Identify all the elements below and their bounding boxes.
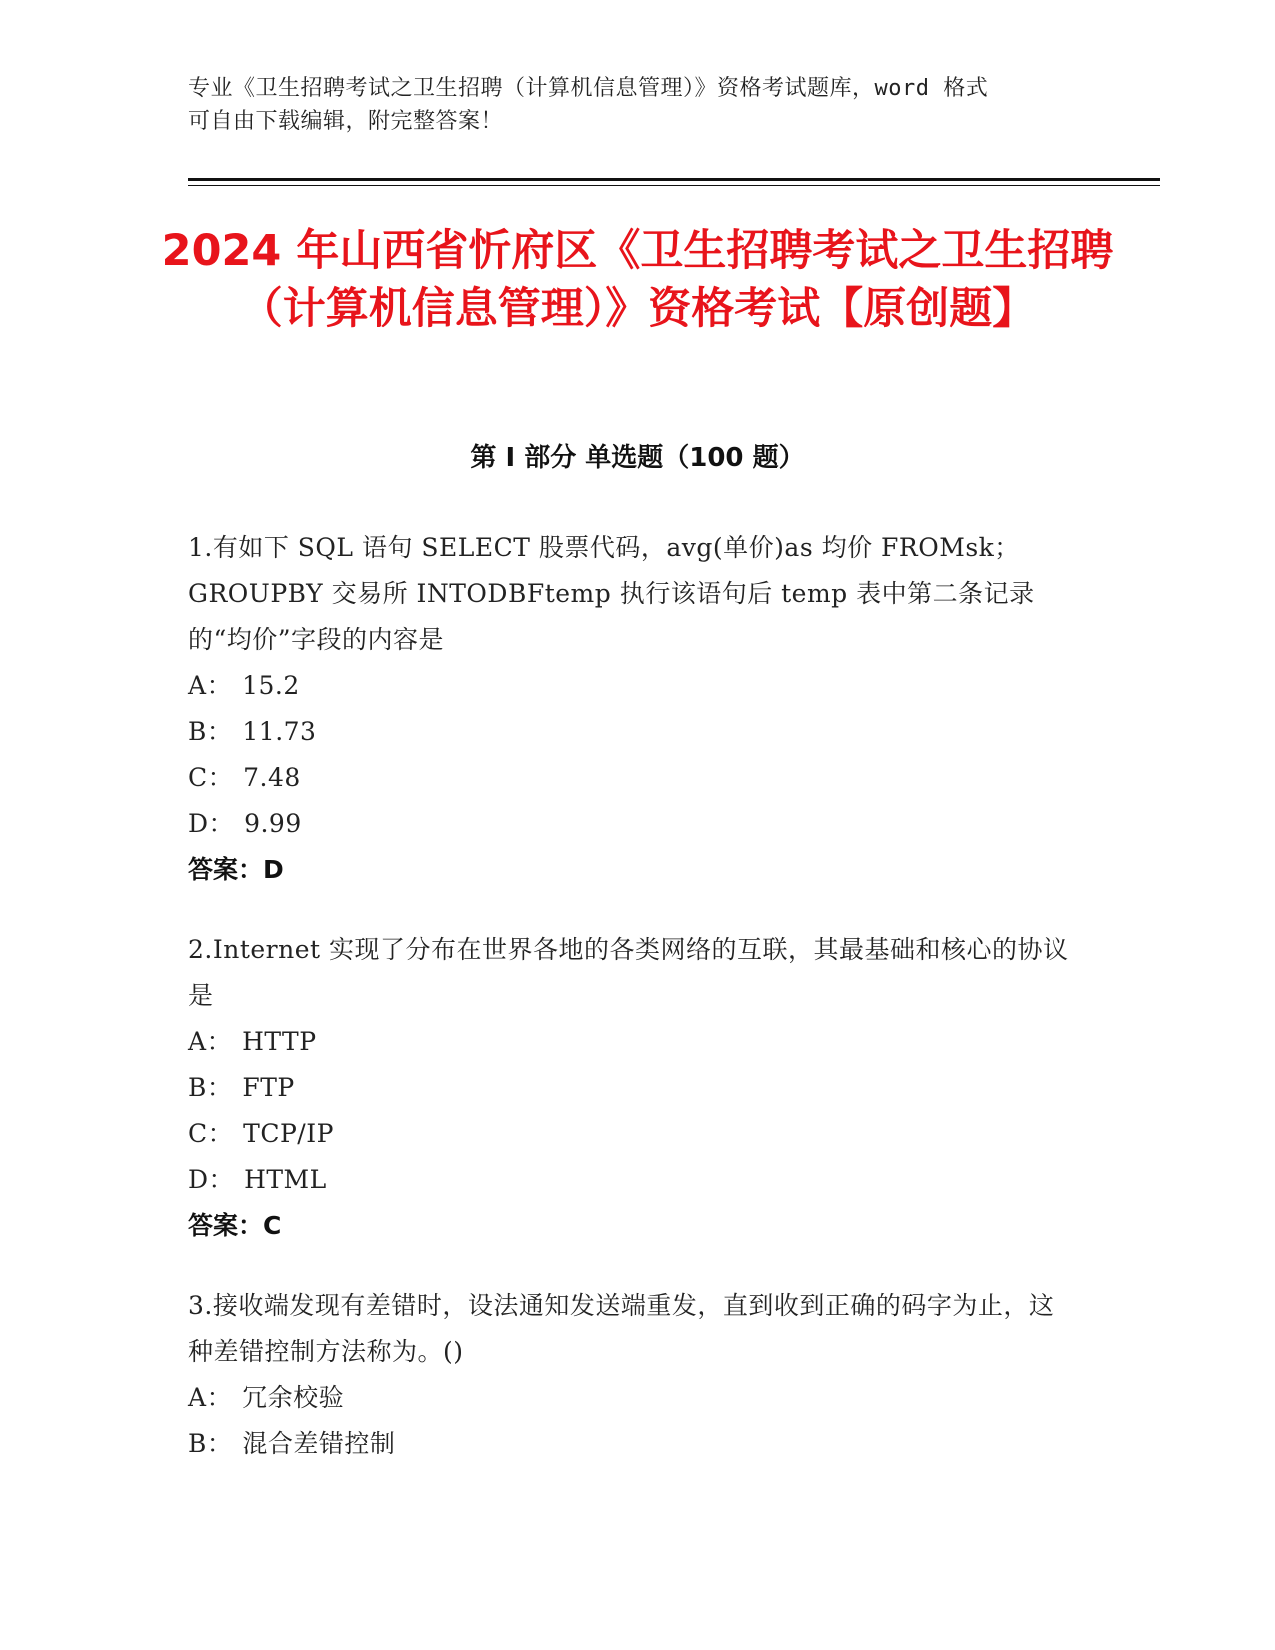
question-stem: 2.Internet 实现了分布在世界各地的各类网络的互联，其最基础和核心的协议是 (188, 935, 1069, 1010)
option-text: TCP/IP (243, 1119, 334, 1148)
option-separator: ： (207, 763, 234, 792)
option-text: 11.73 (242, 717, 317, 746)
option-letter: D (188, 809, 209, 838)
question-stem: 3.接收端发现有差错时，设法通知发送端重发，直到收到正确的码字为止，这种差错控制方法称为。() (188, 1291, 1055, 1366)
option-text: HTTP (242, 1027, 317, 1056)
question-answer: 答案：C (188, 1211, 282, 1240)
option-text: 混合差错控制 (242, 1429, 396, 1458)
option-text: 冗余校验 (242, 1383, 345, 1412)
option-b (188, 1421, 1078, 1467)
header-note (188, 72, 1088, 138)
option-a (188, 1375, 1078, 1421)
option-separator: ： (206, 1073, 233, 1102)
option-text: FTP (242, 1073, 295, 1102)
option-text: 9.99 (244, 809, 302, 838)
option-a (188, 1019, 1078, 1065)
question-2 (188, 927, 1078, 1249)
question-1 (188, 525, 1078, 893)
section-title: 第 I 部分 单选题（100 题） (470, 443, 805, 473)
option-letter: B (188, 717, 207, 746)
option-letter: B (188, 1073, 207, 1102)
option-text: HTML (244, 1165, 327, 1194)
option-separator: ： (206, 1383, 233, 1412)
option-c (188, 1111, 1078, 1157)
option-c (188, 755, 1078, 801)
option-b (188, 709, 1078, 755)
option-text: 15.2 (242, 671, 300, 700)
question-stem: 1.有如下 SQL 语句 SELECT 股票代码，avg(单价)as 均价 FROMsk；GROUPBY 交易所 INTODBFtemp 执行该语句后 temp 表中第二条记录的“均价”字段的内容是 (188, 533, 1035, 654)
option-separator: ： (206, 1429, 233, 1458)
option-separator: ： (208, 809, 235, 838)
header-note-line-1: 专业《卫生招聘考试之卫生招聘（计算机信息管理）》资格考试题库，word 格式 (188, 76, 989, 101)
option-letter: A (188, 671, 207, 700)
option-letter: B (188, 1429, 207, 1458)
option-b (188, 1065, 1078, 1111)
document-title: 2024 年山西省忻府区《卫生招聘考试之卫生招聘（计算机信息管理）》资格考试【原创题】 (161, 226, 1114, 334)
option-separator: ： (206, 671, 233, 700)
header-divider-thick (188, 178, 1160, 181)
question-3 (188, 1283, 1078, 1467)
option-separator: ： (207, 1119, 234, 1148)
option-d (188, 1157, 1078, 1203)
option-d (188, 801, 1078, 847)
option-text: 7.48 (243, 763, 301, 792)
option-separator: ： (206, 717, 233, 746)
option-letter: C (188, 1119, 208, 1148)
option-a (188, 663, 1078, 709)
question-answer: 答案：D (188, 855, 284, 884)
option-letter: C (188, 763, 208, 792)
question-list (188, 525, 1078, 1501)
header-note-line-2: 可自由下载编辑，附完整答案！ (188, 109, 504, 134)
option-separator: ： (208, 1165, 235, 1194)
header-divider-thin (188, 185, 1160, 186)
option-separator: ： (206, 1027, 233, 1056)
option-letter: A (188, 1383, 207, 1412)
option-letter: A (188, 1027, 207, 1056)
option-letter: D (188, 1165, 209, 1194)
